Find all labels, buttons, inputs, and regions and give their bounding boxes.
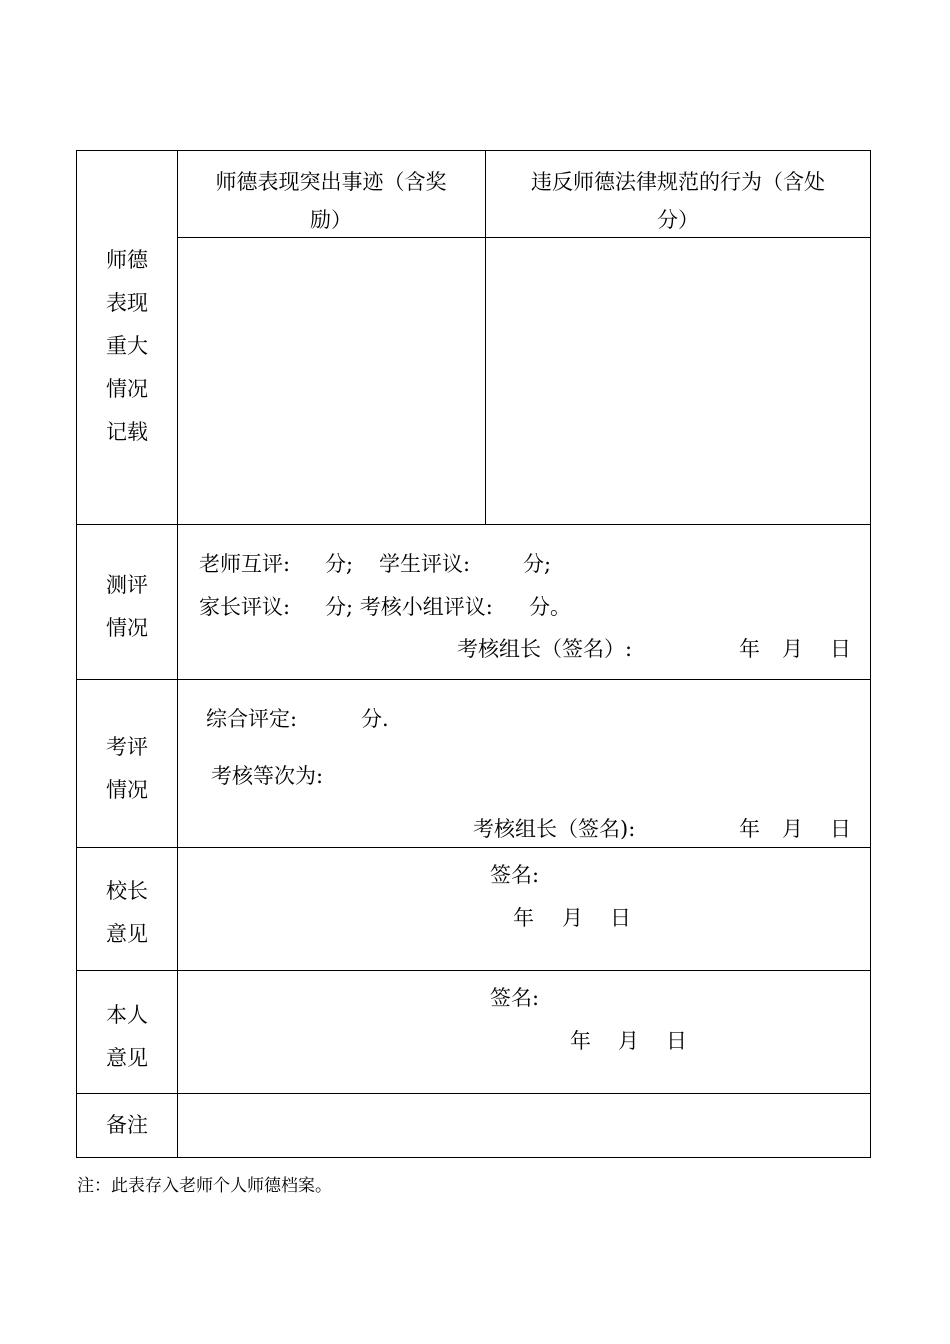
row-divider (77, 524, 871, 525)
self-date-year: 年 (570, 1029, 591, 1053)
principal-opinion-label: 校长 意见 (106, 879, 148, 946)
principal-date-year: 年 (513, 906, 534, 930)
self-date-month: 月 (618, 1029, 639, 1053)
footnote: 注：此表存入老师个人师德档案。 (77, 1176, 332, 1196)
self-opinion-label: 本人 意见 (106, 1003, 148, 1070)
principal-date-day: 日 (610, 906, 631, 930)
row-divider (77, 970, 871, 971)
violations-cell[interactable] (486, 238, 870, 523)
assessment-date-day: 日 (830, 817, 851, 841)
parent-review-label: 家长评议: (199, 595, 291, 619)
remarks-cell[interactable] (178, 1094, 870, 1156)
assessment-grade-label: 考核等次为: (211, 764, 324, 788)
student-review-label: 学生评议: (379, 552, 471, 576)
row-divider (77, 679, 871, 680)
evaluation-date-day: 日 (830, 637, 851, 661)
assessment-date-month: 月 (782, 817, 803, 841)
group-review-label: 分; 考核小组评议: (325, 595, 493, 619)
evaluation-label: 测评 情况 (106, 573, 148, 640)
assessment-date-year: 年 (739, 817, 760, 841)
assessment-label: 考评 情况 (106, 735, 148, 802)
assessment-leader-signature: 考核组长（签名): (473, 817, 636, 841)
row-divider (77, 847, 871, 848)
teacher-ethics-form-table (76, 150, 871, 1158)
remarks-label: 备注 (106, 1113, 148, 1137)
student-review-unit: 分; (523, 552, 552, 576)
outstanding-deeds-cell[interactable] (178, 238, 484, 523)
outstanding-deeds-header: 师德表现突出事迹（含奖 励） (215, 170, 447, 232)
records-label: 师德 表现 重大 情况 记载 (106, 248, 148, 444)
evaluation-leader-signature: 考核组长（签名）: (457, 637, 633, 661)
evaluation-date-month: 月 (782, 637, 803, 661)
overall-score-unit: 分. (361, 707, 389, 731)
evaluation-date-year: 年 (739, 637, 760, 661)
violations-header: 违反师德法律规范的行为（含处 分） (531, 170, 825, 232)
principal-signature-label: 签名: (490, 863, 540, 887)
self-date-day: 日 (666, 1029, 687, 1053)
principal-date-month: 月 (562, 906, 583, 930)
peer-review-label: 老师互评: (199, 552, 291, 576)
peer-review-unit: 分; (325, 552, 354, 576)
overall-score-label: 综合评定: (206, 707, 298, 731)
group-review-unit: 分。 (529, 595, 571, 619)
self-signature-label: 签名: (490, 986, 540, 1010)
